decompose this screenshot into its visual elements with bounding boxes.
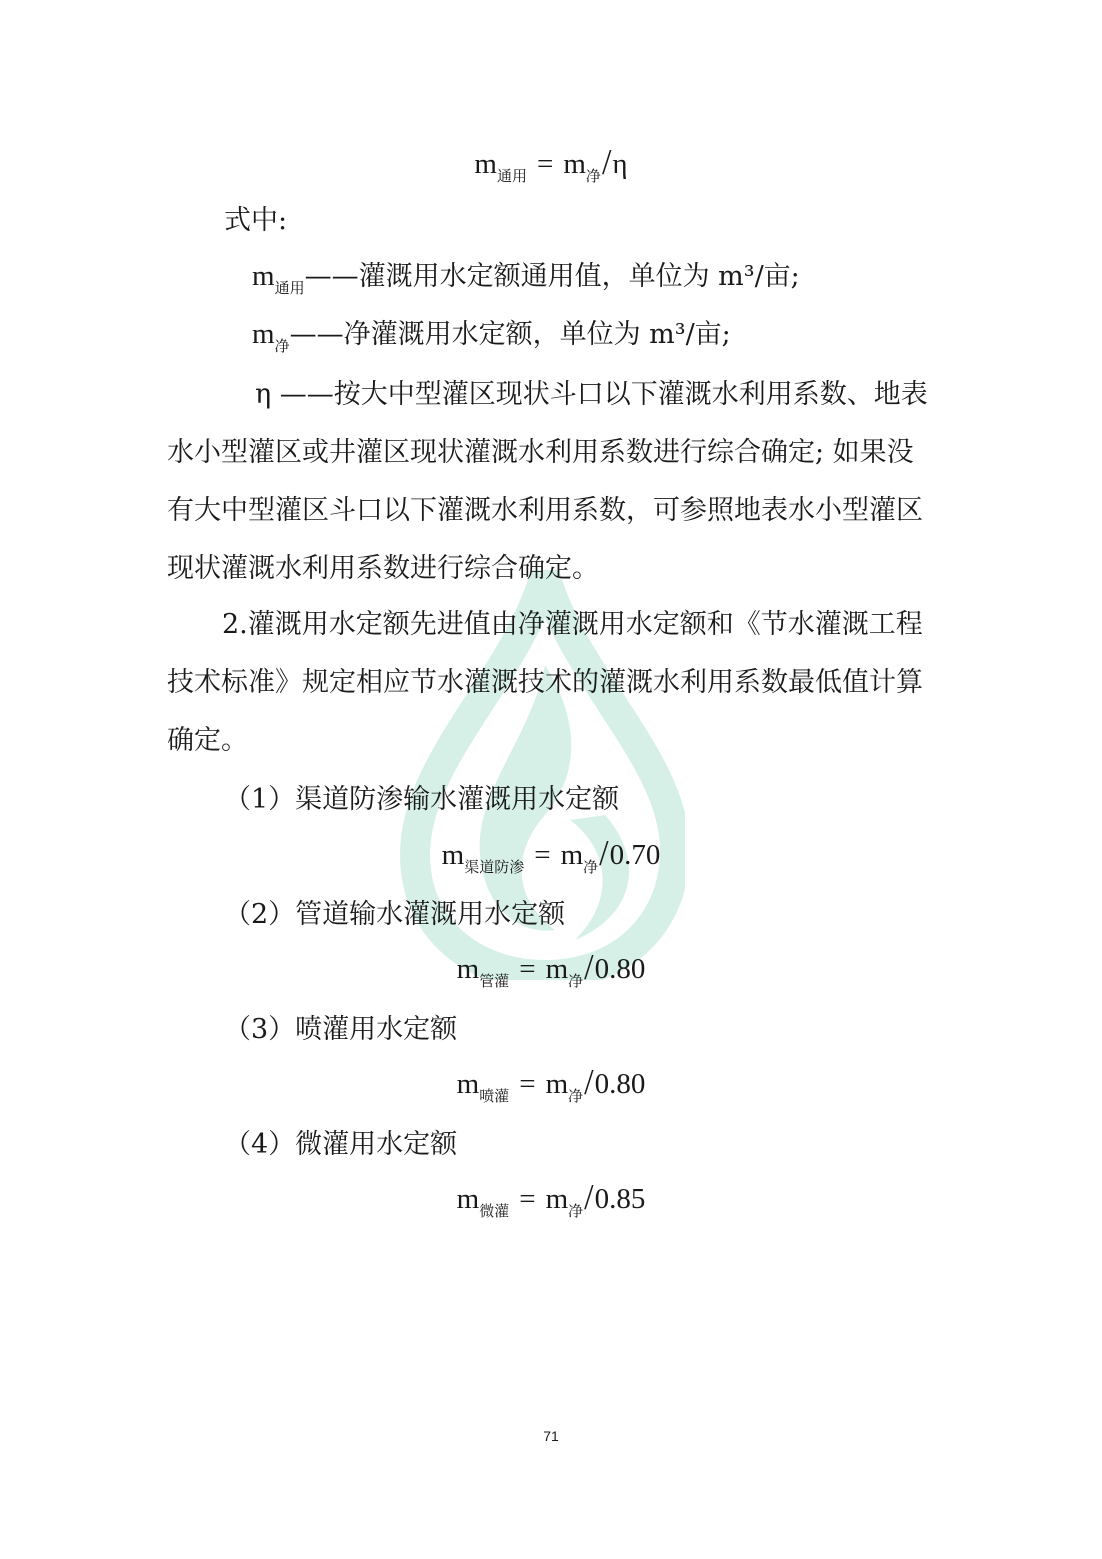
formula-micro: $m_{微灌} = m_净/0.85$ [456, 1178, 646, 1220]
item-heading-canal-seepage: （1）渠道防渗输水灌溉用水定额 [224, 784, 620, 815]
item-heading-micro: （4）微灌用水定额 [224, 1129, 458, 1160]
page-number: 71 [543, 1428, 559, 1444]
item-heading-pipe: （2）管道输水灌溉用水定额 [224, 899, 566, 930]
definition-net: $m_净——$净灌溉用水定额，单位为 m³/亩; [252, 318, 731, 355]
eta-definition-paragraph: η ——按大中型灌区现状斗口以下灌溉水利用系数、地表水小型灌区或井灌区现状灌溉水利用系数进行综合确定; 如果没有大中型灌区斗口以下灌溉水利用系数，可参照地表水小型灌区现状灌溉水利用系数进行综合确定。 [167, 379, 928, 584]
advanced-value-paragraph: 2.灌溉用水定额先进值由净灌溉用水定额和《节水灌溉工程技术标准》规定相应节水灌溉技术的灌溉水利用系数最低值计算确定。 [167, 609, 923, 756]
formula-general: $m_{通用} = m_净/\eta$ [474, 143, 628, 185]
formula-sprinkler: $m_{喷灌} = m_净/0.80$ [456, 1063, 646, 1105]
definition-general: $m_{通用}——$灌溉用水定额通用值，单位为 m³/亩; [252, 260, 800, 297]
item-heading-sprinkler: （3）喷灌用水定额 [224, 1014, 458, 1045]
formula-pipe: $m_{管灌} = m_净/0.80$ [456, 948, 646, 990]
formula-canal-seepage: $m_{渠道防渗} = m_净/0.70$ [441, 834, 661, 876]
where-label: 式中: [224, 205, 288, 236]
